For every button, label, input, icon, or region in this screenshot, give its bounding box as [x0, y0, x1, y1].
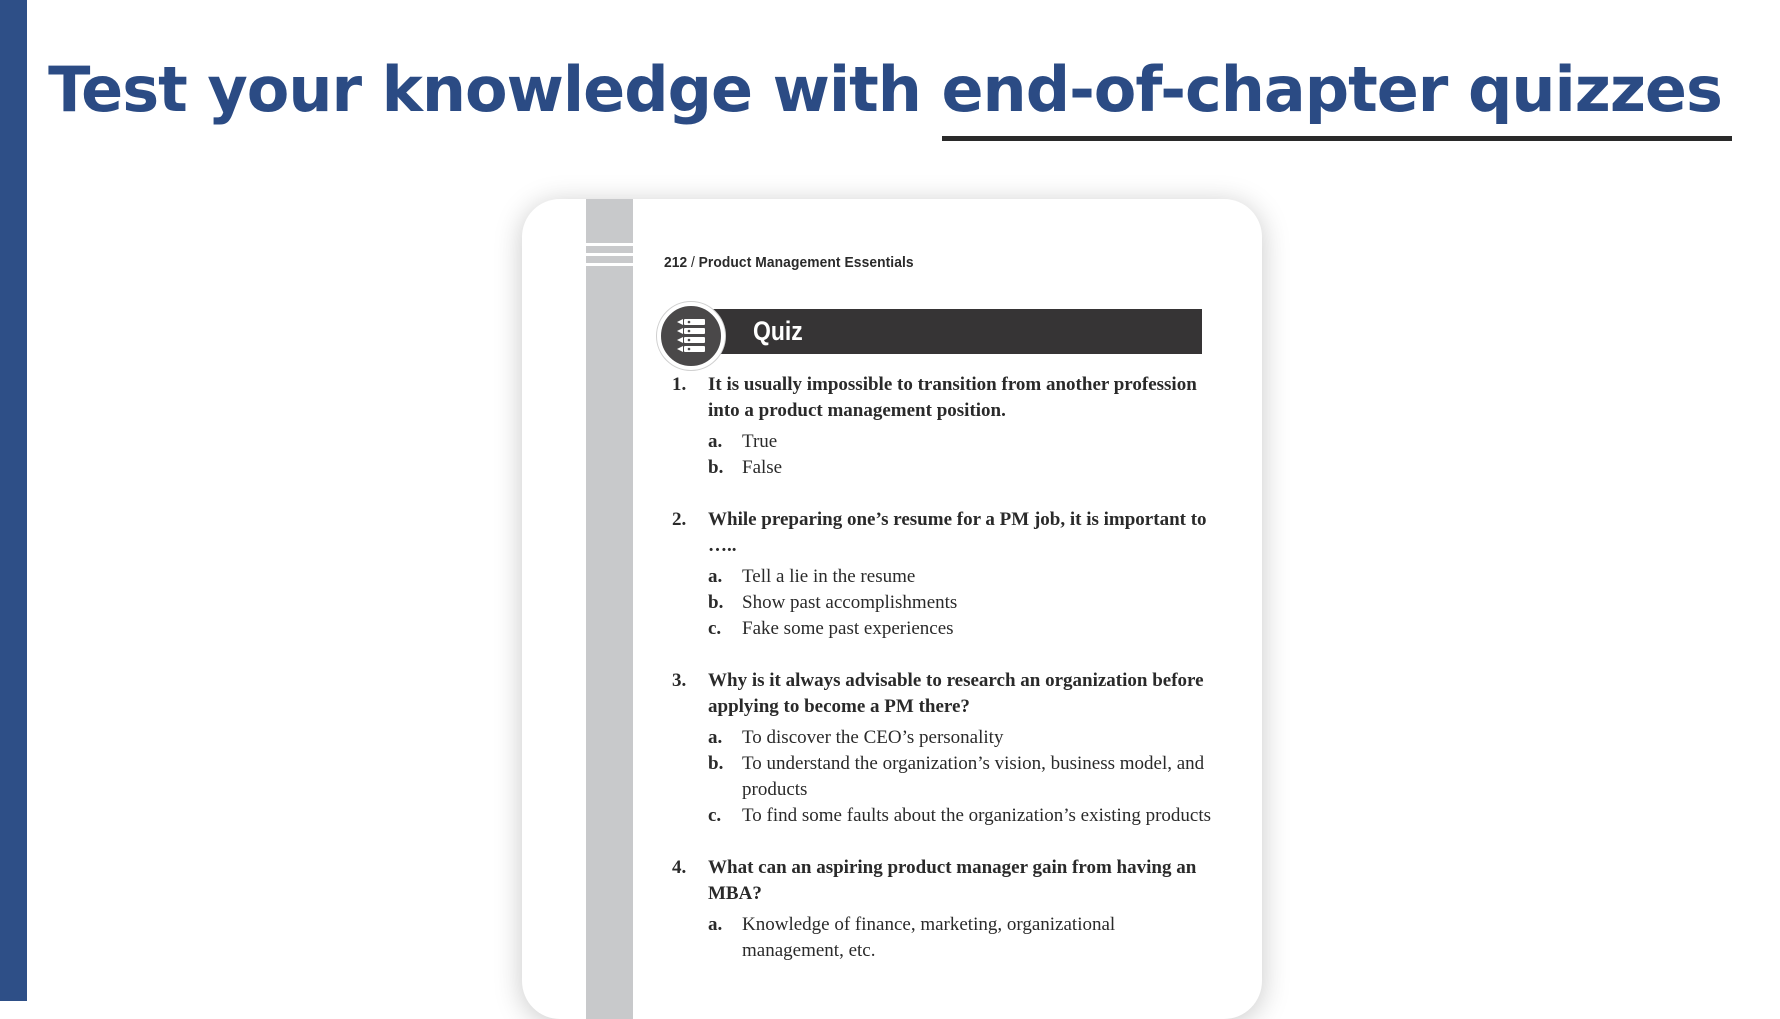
- book-title: Product Management Essentials: [698, 254, 914, 271]
- quiz-question: [672, 372, 1212, 481]
- option-text: Show past accomplishments: [742, 592, 958, 613]
- question-number: 1.: [672, 374, 687, 395]
- quiz-question-list: [672, 372, 1212, 990]
- margin-band-stripe: [586, 263, 633, 266]
- answer-option: [708, 725, 1212, 751]
- question-text: What can an aspiring product manager gain from having an MBA?: [708, 857, 1197, 904]
- question-text: While preparing one’s resume for a PM job, it is important to …..: [708, 509, 1207, 556]
- question-text: It is usually impossible to transition from another profession into a product management position.: [708, 374, 1197, 421]
- answer-option: [708, 590, 1212, 616]
- option-letter: b.: [708, 753, 724, 774]
- margin-band-stripe: [586, 253, 633, 256]
- answer-options: [672, 912, 1212, 964]
- option-letter: c.: [708, 618, 722, 639]
- answer-option: [708, 429, 1212, 455]
- quiz-list-icon: [657, 302, 725, 370]
- option-letter: c.: [708, 805, 722, 826]
- answer-option: [708, 564, 1212, 590]
- margin-band-stripe: [586, 243, 633, 246]
- question-number: 3.: [672, 670, 687, 691]
- slide-accent-bar: [0, 0, 27, 1001]
- page-number: 212: [664, 254, 688, 271]
- answer-option: [708, 455, 1212, 481]
- quiz-question: [672, 668, 1212, 829]
- running-head: [664, 254, 914, 271]
- option-text: Fake some past experiences: [742, 618, 954, 639]
- option-letter: a.: [708, 914, 723, 935]
- option-letter: a.: [708, 727, 723, 748]
- book-page-preview: [522, 199, 1262, 1019]
- slide-title-highlight: end-of-chapter quizzes: [942, 44, 1732, 141]
- page-margin-band: [586, 199, 633, 1019]
- answer-option: [708, 803, 1212, 829]
- quiz-question: [672, 507, 1212, 642]
- slide-title-prefix: Test your knowledge with: [48, 53, 942, 126]
- answer-options: [672, 564, 1212, 642]
- option-letter: b.: [708, 457, 724, 478]
- option-letter: a.: [708, 431, 723, 452]
- option-text: Knowledge of finance, marketing, organizational management, etc.: [742, 914, 1116, 961]
- option-text: To find some faults about the organization’s existing products: [742, 805, 1212, 826]
- option-text: False: [742, 457, 783, 478]
- question-text: Why is it always advisable to research an organization before applying to become a PM there?: [708, 670, 1204, 717]
- answer-options: [672, 725, 1212, 829]
- slide-title: [0, 44, 1780, 141]
- option-letter: a.: [708, 566, 723, 587]
- quiz-question: [672, 855, 1212, 964]
- answer-options: [672, 429, 1212, 481]
- option-text: To discover the CEO’s personality: [742, 727, 1004, 748]
- answer-option: [708, 912, 1212, 964]
- question-number: 4.: [672, 857, 687, 878]
- question-number: 2.: [672, 509, 687, 530]
- option-text: True: [742, 431, 778, 452]
- answer-option: [708, 751, 1212, 803]
- running-head-separator: /: [690, 254, 695, 271]
- quiz-section-title: Quiz: [753, 316, 803, 346]
- option-letter: b.: [708, 592, 724, 613]
- option-text: Tell a lie in the resume: [742, 566, 916, 587]
- answer-option: [708, 616, 1212, 642]
- option-text: To understand the organization’s vision, business model, and products: [742, 753, 1205, 800]
